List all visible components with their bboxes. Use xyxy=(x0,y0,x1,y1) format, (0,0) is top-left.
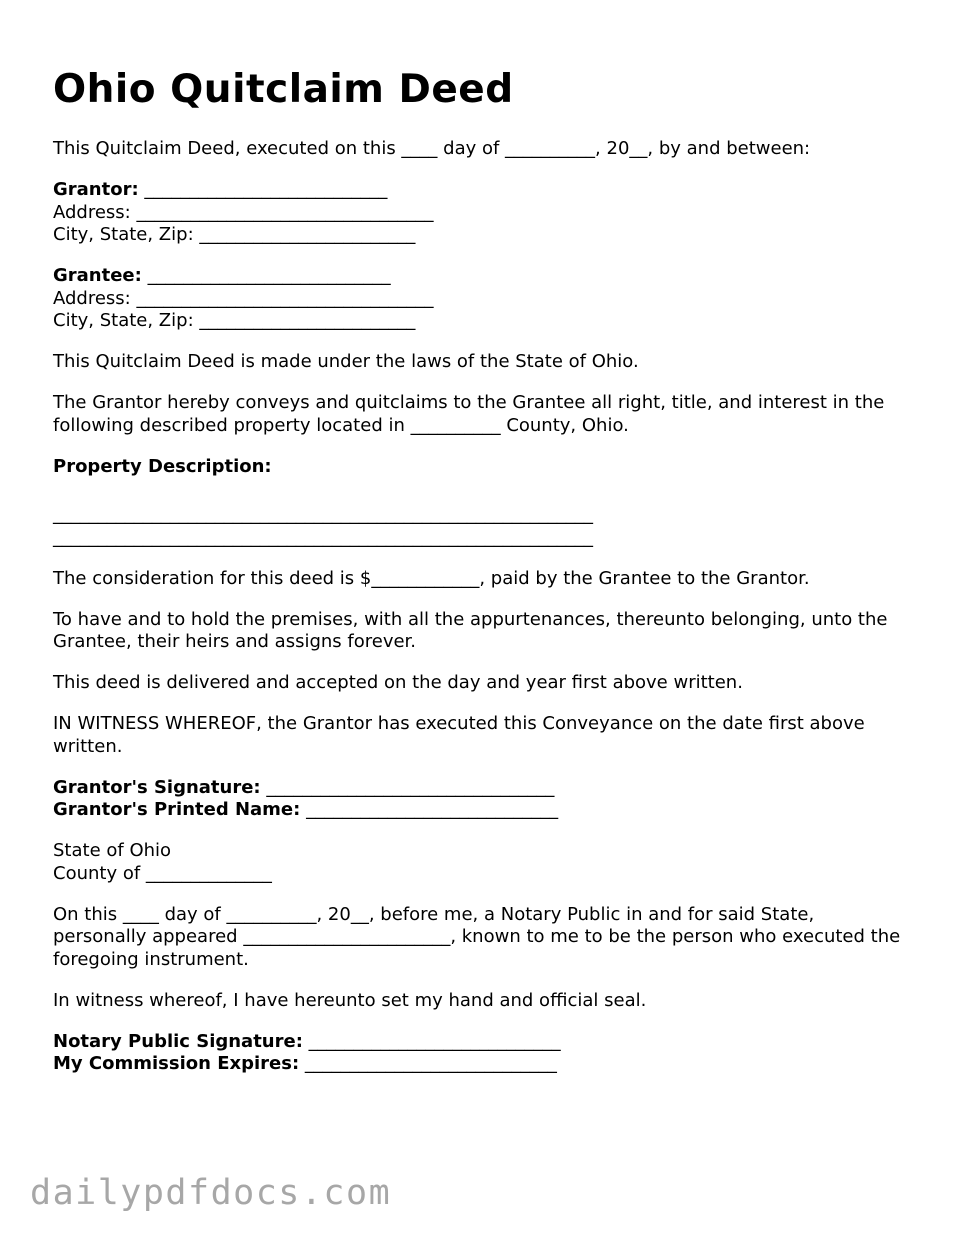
notary-signature-label: Notary Public Signature: xyxy=(53,1030,303,1052)
notary-witness-paragraph: In witness whereof, I have hereunto set my hand and official seal. xyxy=(53,989,647,1011)
grantor-printed-name-line xyxy=(53,799,913,822)
grantor-blank: ___________________________ xyxy=(138,179,388,200)
witness-paragraph: IN WITNESS WHEREOF, the Grantor has executed this Conveyance on the date first above written. xyxy=(53,713,871,757)
grantor-city-state-zip: City, State, Zip: ________________________ xyxy=(53,224,416,245)
venue-block xyxy=(53,840,913,885)
grantor-address: Address: _________________________________ xyxy=(53,201,434,223)
intro-paragraph: This Quitclaim Deed, executed on this ____ day of __________, 20__, by and between: xyxy=(53,138,811,159)
notary-signature-block xyxy=(53,1031,913,1076)
commission-expires-label: My Commission Expires: xyxy=(53,1053,300,1074)
watermark-text: dailypdfdocs.com xyxy=(30,1173,392,1213)
property-description-label: Property Description: xyxy=(53,455,272,477)
notary-signature-blank: ____________________________ xyxy=(302,1030,561,1052)
commission-expires-line xyxy=(53,1053,913,1076)
consideration-paragraph: The consideration for this deed is $____________, paid by the Grantee to the Grantor. xyxy=(53,567,810,589)
property-description-block xyxy=(53,456,913,550)
grantee-city-state-zip: City, State, Zip: ________________________ xyxy=(53,310,416,331)
laws-paragraph: This Quitclaim Deed is made under the laws of the State of Ohio. xyxy=(53,351,639,372)
grantor-label: Grantor: xyxy=(53,179,139,200)
county-line: County of ______________ xyxy=(53,862,272,884)
deed-document xyxy=(53,62,913,1094)
conveyance-paragraph: The Grantor hereby conveys and quitclaims to the Grantee all right, title, and interest in the following described property located in __________ County, Ohio. xyxy=(53,392,891,436)
notary-signature-line xyxy=(53,1031,913,1054)
grantor-signature-block xyxy=(53,777,913,822)
grantor-signature-label: Grantor's Signature: xyxy=(53,776,261,798)
grantee-blank: ___________________________ xyxy=(141,265,391,286)
grantor-line xyxy=(53,179,913,202)
grantee-block xyxy=(53,265,913,333)
page-title: Ohio Quitclaim Deed xyxy=(53,67,514,112)
grantee-line xyxy=(53,265,913,288)
grantee-address: Address: _________________________________ xyxy=(53,287,434,309)
commission-expires-blank: ____________________________ xyxy=(299,1053,557,1074)
property-description-line-1: ____________________________________________________________ xyxy=(53,504,593,525)
grantor-printed-name-blank: ____________________________ xyxy=(300,799,559,820)
property-description-line-2: ____________________________________________________________ xyxy=(53,526,593,548)
state-line: State of Ohio xyxy=(53,840,172,861)
grantor-printed-name-label: Grantor's Printed Name: xyxy=(53,799,301,820)
habendum-paragraph: To have and to hold the premises, with all the appurtenances, thereunto belonging, unto the Grantee, their heirs and assigns forever. xyxy=(53,608,894,652)
grantor-block xyxy=(53,179,913,247)
grantor-signature-blank: ________________________________ xyxy=(260,776,555,798)
grantee-label: Grantee: xyxy=(53,265,142,286)
delivery-paragraph: This deed is delivered and accepted on the day and year first above written. xyxy=(53,672,743,693)
grantor-signature-line xyxy=(53,777,913,800)
notary-acknowledgment-paragraph: On this ____ day of __________, 20__, before me, a Notary Public in and for said State, personally appeared _______________________, known to me to be the person who executed the foregoing instrument. xyxy=(53,903,906,970)
